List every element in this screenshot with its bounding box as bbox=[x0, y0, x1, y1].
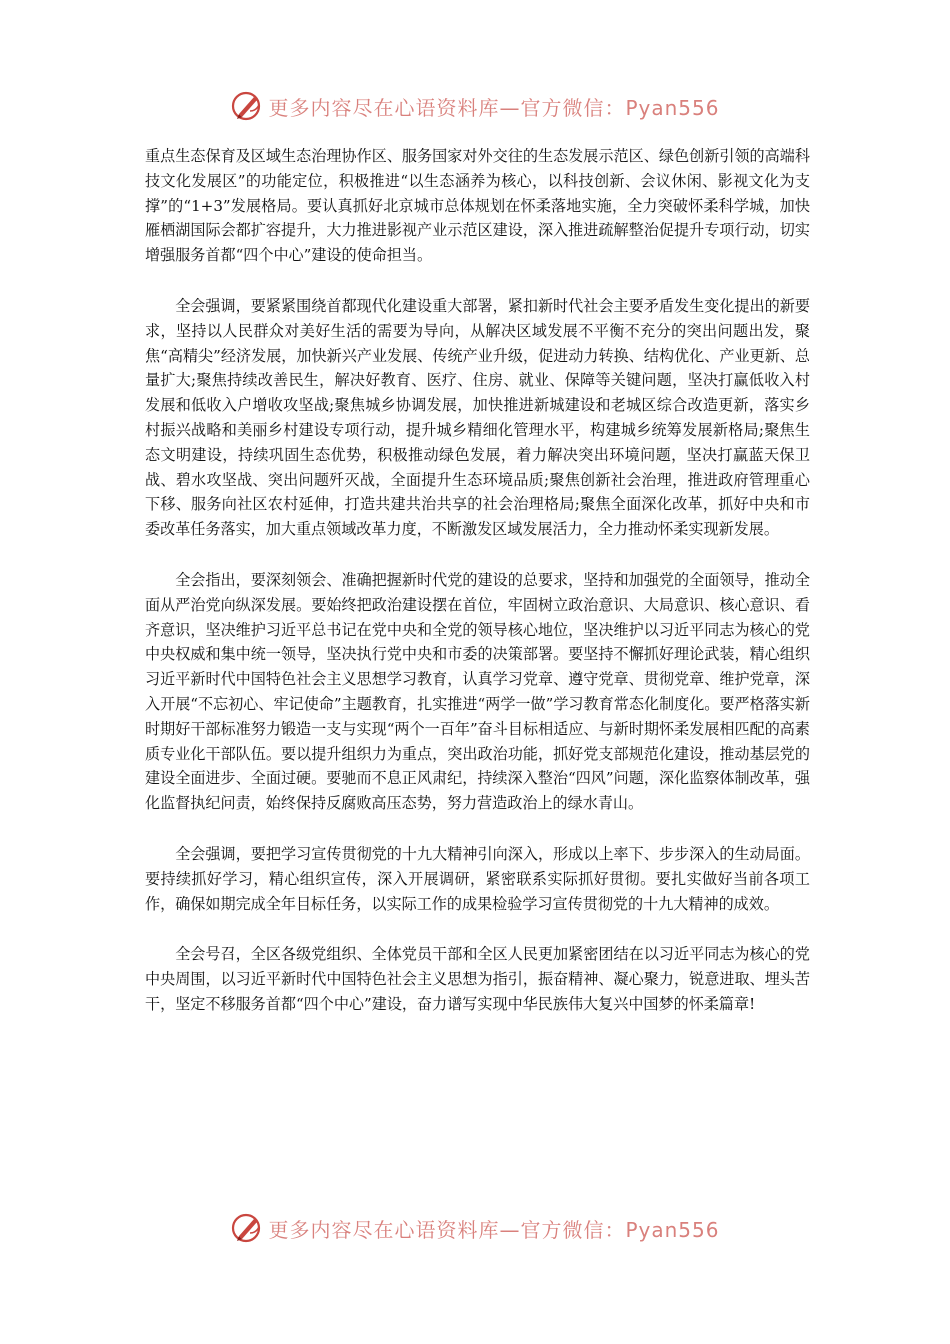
document-body bbox=[145, 144, 810, 1043]
paragraph-1: 重点生态保育及区域生态治理协作区、服务国家对外交往的生态发展示范区、绿色创新引领的高端科技文化发展区”的功能定位，积极推进“以生态涵养为核心，以科技创新、会议休闲、影视文化为支撑”的“1+3”发展格局。要认真抓好北京城市总体规划在怀柔落地实施，全力突破怀柔科学城，加快雁栖湖国际会都扩容提升，大力推进影视产业示范区建设，深入推进疏解整治促提升专项行动，切实增强服务首都“四个中心”建设的使命担当。 bbox=[145, 147, 810, 265]
paragraph-5: 全会号召，全区各级党组织、全体党员干部和全区人民更加紧密团结在以习近平同志为核心的党中央周围，以习近平新时代中国特色社会主义思想为指引，振奋精神、凝心聚力，锐意进取、埋头苦干，坚定不移服务首都“四个中心”建设，奋力谱写实现中华民族伟大复兴中国梦的怀柔篇章! bbox=[145, 945, 810, 1013]
header-watermark-banner bbox=[0, 84, 950, 128]
pen-logo-icon bbox=[230, 89, 264, 123]
paragraph-3: 全会指出，要深刻领会、准确把握新时代党的建设的总要求，坚持和加强党的全面领导，推动全面从严治党向纵深发展。要始终把政治建设摆在首位，牢固树立政治意识、大局意识、核心意识、看齐意识，坚决维护习近平总书记在党中央和全党的领导核心地位，坚决维护以习近平同志为核心的党中央权威和集中统一领导，坚决执行党中央和市委的决策部署。要坚持不懈抓好理论武装，精心组织习近平新时代中国特色社会主义思想学习教育，认真学习党章、遵守党章、贯彻党章、维护党章，深入开展“不忘初心、牢记使命”主题教育，扎实推进“两学一做”学习教育常态化制度化。要严格落实新时期好干部标准努力锻造一支与实现“两个一百年”奋斗目标相适应、与新时期怀柔发展相匹配的高素质专业化干部队伍。要以提升组织力为重点，突出政治功能，抓好党支部规范化建设，推动基层党的建设全面进步、全面过硬。要驰而不息正风肃纪，持续深入整治“四风”问题，深化监察体制改革，强化监督执纪问责，始终保持反腐败高压态势，努力营造政治上的绿水青山。 bbox=[145, 570, 810, 813]
paragraph-2: 全会强调，要紧紧围绕首都现代化建设重大部署，紧扣新时代社会主要矛盾发生变化提出的新要求，坚持以人民群众对美好生活的需要为导向，从解决区域发展不平衡不充分的突出问题出发，聚焦“高精尖”经济发展，加快新兴产业发展、传统产业升级，促进动力转换、结构优化、产业更新、总量扩大;聚焦持续改善民生，解决好教育、医疗、住房、就业、保障等关键问题，坚决打赢低收入村发展和低收入户增收攻坚战;聚焦城乡协调发展，加快推进新城建设和老城区综合改造更新，落实乡村振兴战略和美丽乡村建设专项行动，提升城乡精细化管理水平，构建城乡统筹发展新格局;聚焦生态文明建设，持续巩固生态优势，积极推动绿色发展，着力解决突出环境问题，坚决打赢蓝天保卫战、碧水攻坚战、突出问题歼灭战，全面提升生态环境品质;聚焦创新社会治理，推进政府管理重心下移、服务向社区农村延伸，打造共建共治共享的社会治理格局;聚焦全面深化改革，抓好中央和市委改革任务落实，加大重点领域改革力度，不断激发区域发展活力，全力推动怀柔实现新发展。 bbox=[145, 296, 810, 539]
footer-watermark-banner bbox=[0, 1206, 950, 1250]
banner-text: 更多内容尽在心语资料库—官方微信：Pyan556 bbox=[268, 95, 720, 120]
paragraph-4: 全会强调，要把学习宣传贯彻党的十九大精神引向深入，形成以上率下、步步深入的生动局面。要持续抓好学习，精心组织宣传，深入开展调研，紧密联系实际抓好贯彻。要扎实做好当前各项工作，确保如期完成全年目标任务，以实际工作的成果检验学习宣传贯彻党的十九大精神的成效。 bbox=[145, 844, 810, 913]
pen-logo-icon bbox=[230, 1211, 264, 1245]
banner-text: 更多内容尽在心语资料库—官方微信：Pyan556 bbox=[268, 1217, 720, 1242]
